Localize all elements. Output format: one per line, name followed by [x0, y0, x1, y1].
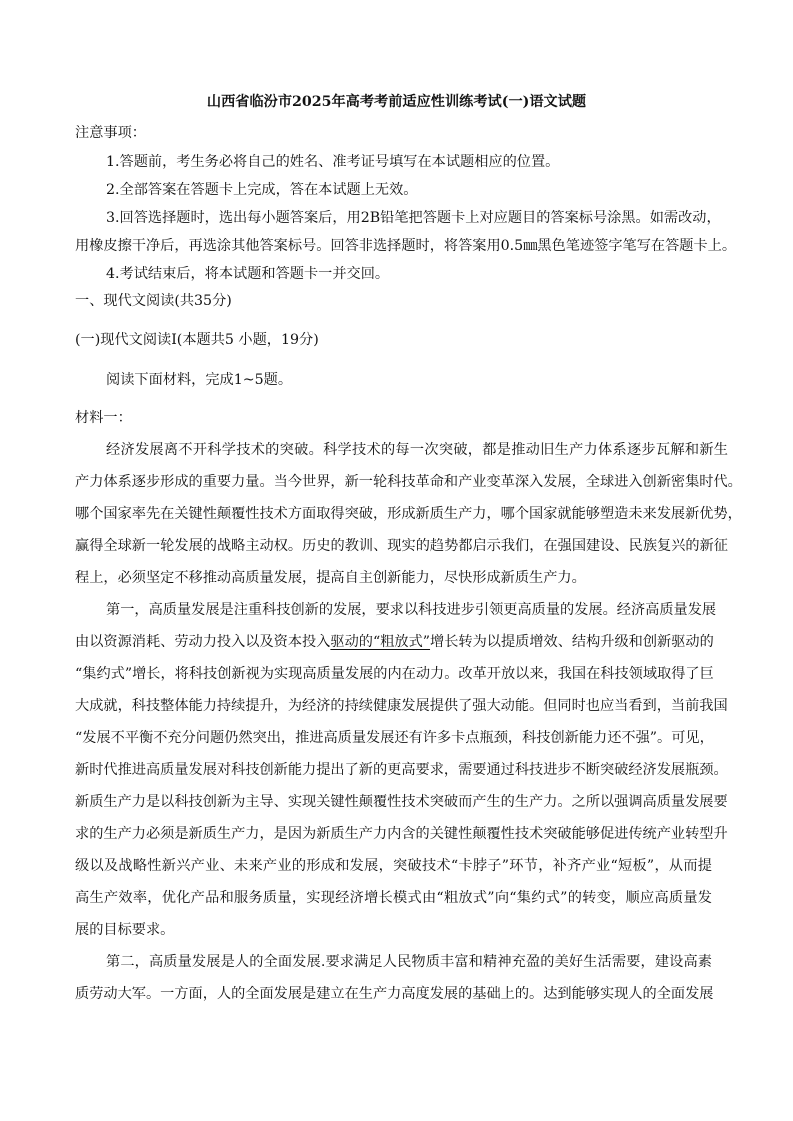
- notice-item-2: 2.全部答案在答题卡上完成，答在本试题上无效。: [106, 182, 418, 198]
- reading-instruction: 阅读下面材料，完成1~5题。: [106, 372, 293, 388]
- notice-item-3-line-2: 用橡皮擦干净后，再选涂其他答案标号。回答非选择题时，将答案用0.5㎜黑色笔迹签字笔写在答题卡上。: [75, 238, 737, 254]
- subsection-heading: (一)现代文阅读Ⅰ(本题共5 小题，19分): [75, 332, 319, 348]
- paragraph-2-line-6: 新时代推进高质量发展对科技创新能力提出了新的更高要求，需要通过科技进步不断突破经济发展瓶颈。: [75, 762, 728, 778]
- paragraph-1-line-1: 经济发展离不开科学技术的突破。科学技术的每一次突破，都是推动旧生产力体系逐步瓦解和新生: [106, 442, 728, 458]
- notice-heading: 注意事项：: [75, 125, 146, 141]
- paragraph-1-line-3: 哪个国家率先在关键性颠覆性技术方面取得突破，形成新质生产力，哪个国家就能够塑造未来发展新优势，: [75, 506, 742, 522]
- paragraph-2-line-11: 展的目标要求。: [75, 922, 175, 938]
- paragraph-1-line-5: 程上，必须坚定不移推动高质量发展，提高自主创新能力，尽快形成新质生产力。: [75, 570, 586, 586]
- paragraph-2-line-7: 新质生产力是以科技创新为主导、实现关键性颠覆性技术突破而产生的生产力。之所以强调高质量发展要: [75, 794, 728, 810]
- material-label: 材料一：: [75, 410, 132, 426]
- paragraph-1-line-2: 产力体系逐步形成的重要力量。当今世界，新一轮科技革命和产业变革深入发展，全球进入创新密集时代。: [75, 474, 742, 490]
- paragraph-2-line-4: 大成就，科技整体能力持续提升，为经济的持续健康发展提供了强大动能。但同时也应当看到，当前我国: [75, 698, 728, 714]
- paragraph-2-line-2-after: 增长转为以提质增效、结构升级和创新驱动的: [430, 634, 714, 650]
- paragraph-2-line-1: 第一，高质量发展是注重科技创新的发展，要求以科技进步引领更高质量的发展。经济高质量发展: [106, 602, 717, 618]
- paragraph-3-line-2: 质劳动大军。一方面，人的全面发展是建立在生产力高度发展的基础上的。达到能够实现人的全面发展: [75, 986, 714, 1002]
- notice-item-4: 4.考试结束后，将本试题和答题卡一并交回。: [106, 266, 390, 282]
- notice-item-3-line-1: 3.回答选择题时，选出每小题答案后，用2B铅笔把答题卡上对应题目的答案标号涂黑。如需改动，: [106, 210, 721, 226]
- paragraph-2-line-3: “集约式”增长，将科技创新视为实现高质量发展的内在动力。改革开放以来，我国在科技领域取得了巨: [75, 666, 714, 682]
- paragraph-2-line-10: 高生产效率，优化产品和服务质量，实现经济增长模式由“粗放式”向“集约式”的转变，顺应高质量发: [75, 890, 712, 906]
- paragraph-3-line-1: 第二，高质量发展是人的全面发展.要求满足人民物质丰富和精神充盈的美好生活需要，建设高素: [106, 954, 712, 970]
- paragraph-2-line-2: [75, 632, 712, 652]
- section-heading: 一、现代文阅读(共35分): [75, 293, 232, 309]
- paragraph-2-line-5: “发展不平衡不充分问题仍然突出，推进高质量发展还有许多卡点瓶颈，科技创新能力还不强”。可见，: [75, 730, 714, 746]
- document-title: 山西省临汾市2025年高考考前适应性训练考试(一)语文试题: [206, 94, 587, 110]
- underlined-phrase: 驱动的“粗放式”: [330, 634, 431, 650]
- paragraph-1-line-4: 赢得全球新一轮发展的战略主动权。历史的教训、现实的趋势都启示我们，在强国建设、民族复兴的新征: [75, 538, 728, 554]
- paragraph-2-line-2-before: 由以资源消耗、劳动力投入以及资本投入: [75, 634, 331, 650]
- notice-item-1: 1.答题前，考生务必将自己的姓名、准考证号填写在本试题相应的位置。: [106, 154, 560, 170]
- paragraph-2-line-9: 级以及战略性新兴产业、未来产业的形成和发展，突破技术“卡脖子”环节，补齐产业“短板”，从而提: [75, 858, 712, 874]
- paragraph-2-line-8: 求的生产力必须是新质生产力，是因为新质生产力内含的关键性颠覆性技术突破能够促进传统产业转型升: [75, 826, 728, 842]
